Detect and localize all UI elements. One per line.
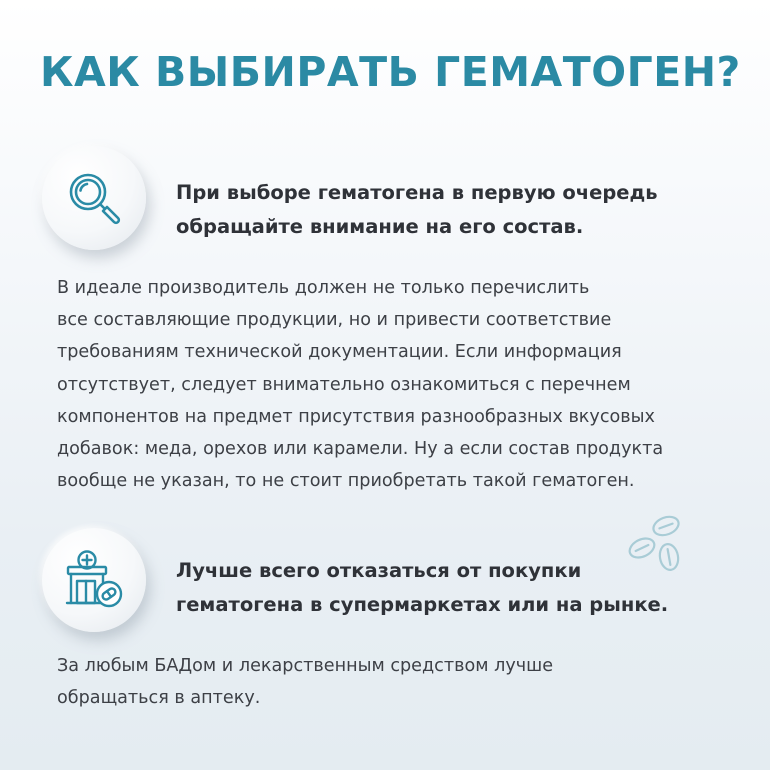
pharmacy-icon	[63, 549, 125, 611]
section-body-text: В идеале производитель должен не только перечислить все составляющие продукции, но и привести соответствие требованиям технической документации. Если информация отсутствует, следует внимательно ознакомиться с перечнем компонентов на предмет присутствия разнообразных вкусовых добавок: меда, орехов или карамели. Ну а если состав продукта вообще не указан, то не стоит приобретать такой гематоген.	[57, 278, 664, 492]
section-heading: При выборе гематогена в первую очередь обращайте внимание на его состав.	[176, 181, 658, 238]
page-title: КАК ВЫБИРАТЬ ГЕМАТОГЕН?	[40, 48, 741, 96]
pharmacy-icon-badge	[42, 528, 146, 632]
section-heading: Лучше всего отказаться от покупки гематогена в супермаркетах или на рынке.	[176, 559, 669, 616]
section-body-text: За любым БАДом и лекарственным средством лучше обращаться в аптеку.	[57, 656, 554, 709]
magnifier-icon-badge	[42, 146, 146, 250]
magnifier-icon	[65, 169, 123, 227]
